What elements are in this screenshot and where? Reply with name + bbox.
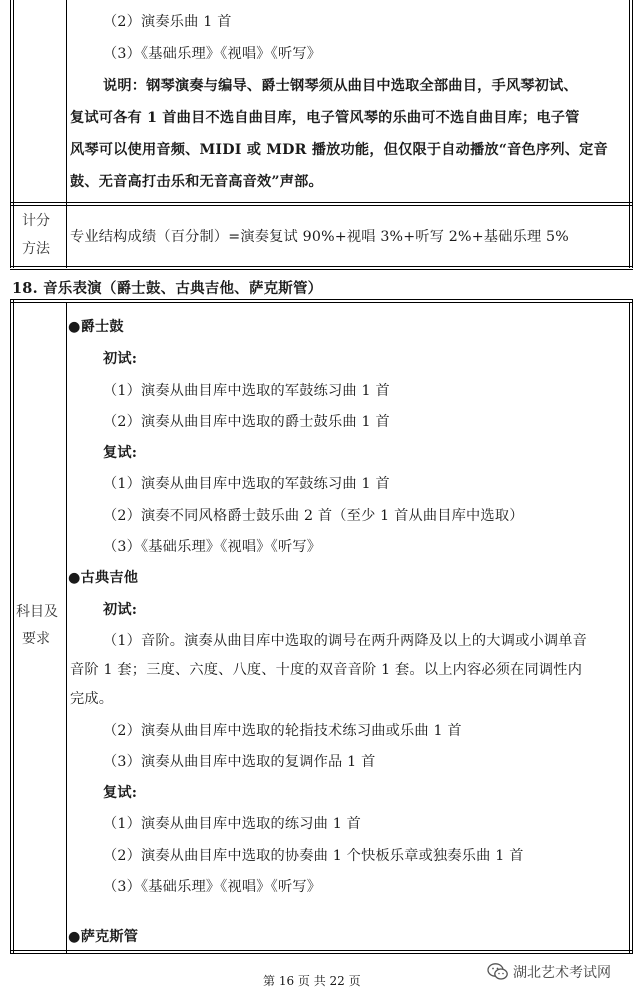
scoring-label-1: 计分 (22, 213, 50, 229)
note-line-3: 风琴可以使用音频、MIDI 或 MDR 播放功能，但仅限于自动播放“音色序列、定音 (70, 142, 608, 158)
guitar-retest-2: （2）演奏从曲目库中选取的协奏曲 1 个快板乐章或独奏乐曲 1 首 (103, 848, 524, 864)
scoring-text: 专业结构成绩（百分制）=演奏复试 90%+视唱 3%+听写 2%+基础乐理 5% (70, 229, 569, 245)
jazz-drum-retest-2: （2）演奏不同风格爵士鼓乐曲 2 首（至少 1 首从曲目库中选取） (103, 508, 524, 524)
wechat-icon (487, 962, 509, 982)
jazz-drum-title: ●爵士鼓 (68, 319, 124, 335)
watermark-text: 湖北艺术考试网 (513, 965, 611, 981)
guitar-prelim-1b: 音阶 1 套；三度、六度、八度、十度的双音音阶 1 套。以上内容必须在同调性内 (70, 662, 583, 678)
saxophone-title: ●萨克斯管 (68, 929, 139, 945)
top-item-3: （3）《基础乐理》《视唱》《听写》 (103, 46, 322, 62)
requirements-label-2: 要求 (22, 631, 50, 647)
guitar-prelim-1c: 完成。 (70, 691, 114, 707)
jazz-drum-retest-title: 复试: (103, 445, 138, 461)
note-line-1: 说明：钢琴演奏与编导、爵士钢琴须从曲目中选取全部曲目，手风琴初试、 (103, 78, 578, 94)
top-item-2: （2）演奏乐曲 1 首 (103, 14, 232, 30)
guitar-prelim-title: 初试: (103, 602, 138, 618)
jazz-drum-prelim-title: 初试: (103, 351, 138, 367)
requirements-label-1: 科目及 (16, 604, 58, 620)
guitar-title: ●古典吉他 (68, 570, 139, 586)
guitar-retest-3: （3）《基础乐理》《视唱》《听写》 (103, 879, 322, 895)
jazz-drum-retest-3: （3）《基础乐理》《视唱》《听写》 (103, 539, 322, 555)
scoring-label-2: 方法 (22, 241, 50, 257)
guitar-prelim-1a: （1）音阶。演奏从曲目库中选取的调号在两升两降及以上的大调或小调单音 (103, 633, 588, 649)
guitar-retest-title: 复试: (103, 785, 138, 801)
note-line-2: 复试可各有 1 首曲目不选自曲目库，电子管风琴的乐曲可不选自曲目库；电子管 (70, 110, 580, 126)
page-number: 第 16 页 共 22 页 (263, 974, 361, 988)
section-heading: 18. 音乐表演（爵士鼓、古典吉他、萨克斯管） (12, 280, 323, 297)
guitar-prelim-3: （3）演奏从曲目库中选取的复调作品 1 首 (103, 754, 376, 770)
jazz-drum-prelim-2: （2）演奏从曲目库中选取的爵士鼓乐曲 1 首 (103, 414, 390, 430)
jazz-drum-prelim-1: （1）演奏从曲目库中选取的军鼓练习曲 1 首 (103, 383, 390, 399)
guitar-prelim-2: （2）演奏从曲目库中选取的轮指技术练习曲或乐曲 1 首 (103, 723, 462, 739)
watermark (487, 962, 611, 982)
jazz-drum-retest-1: （1）演奏从曲目库中选取的军鼓练习曲 1 首 (103, 476, 390, 492)
guitar-retest-1: （1）演奏从曲目库中选取的练习曲 1 首 (103, 816, 362, 832)
note-line-4: 鼓、无音高打击乐和无音高音效”声部。 (70, 174, 323, 190)
